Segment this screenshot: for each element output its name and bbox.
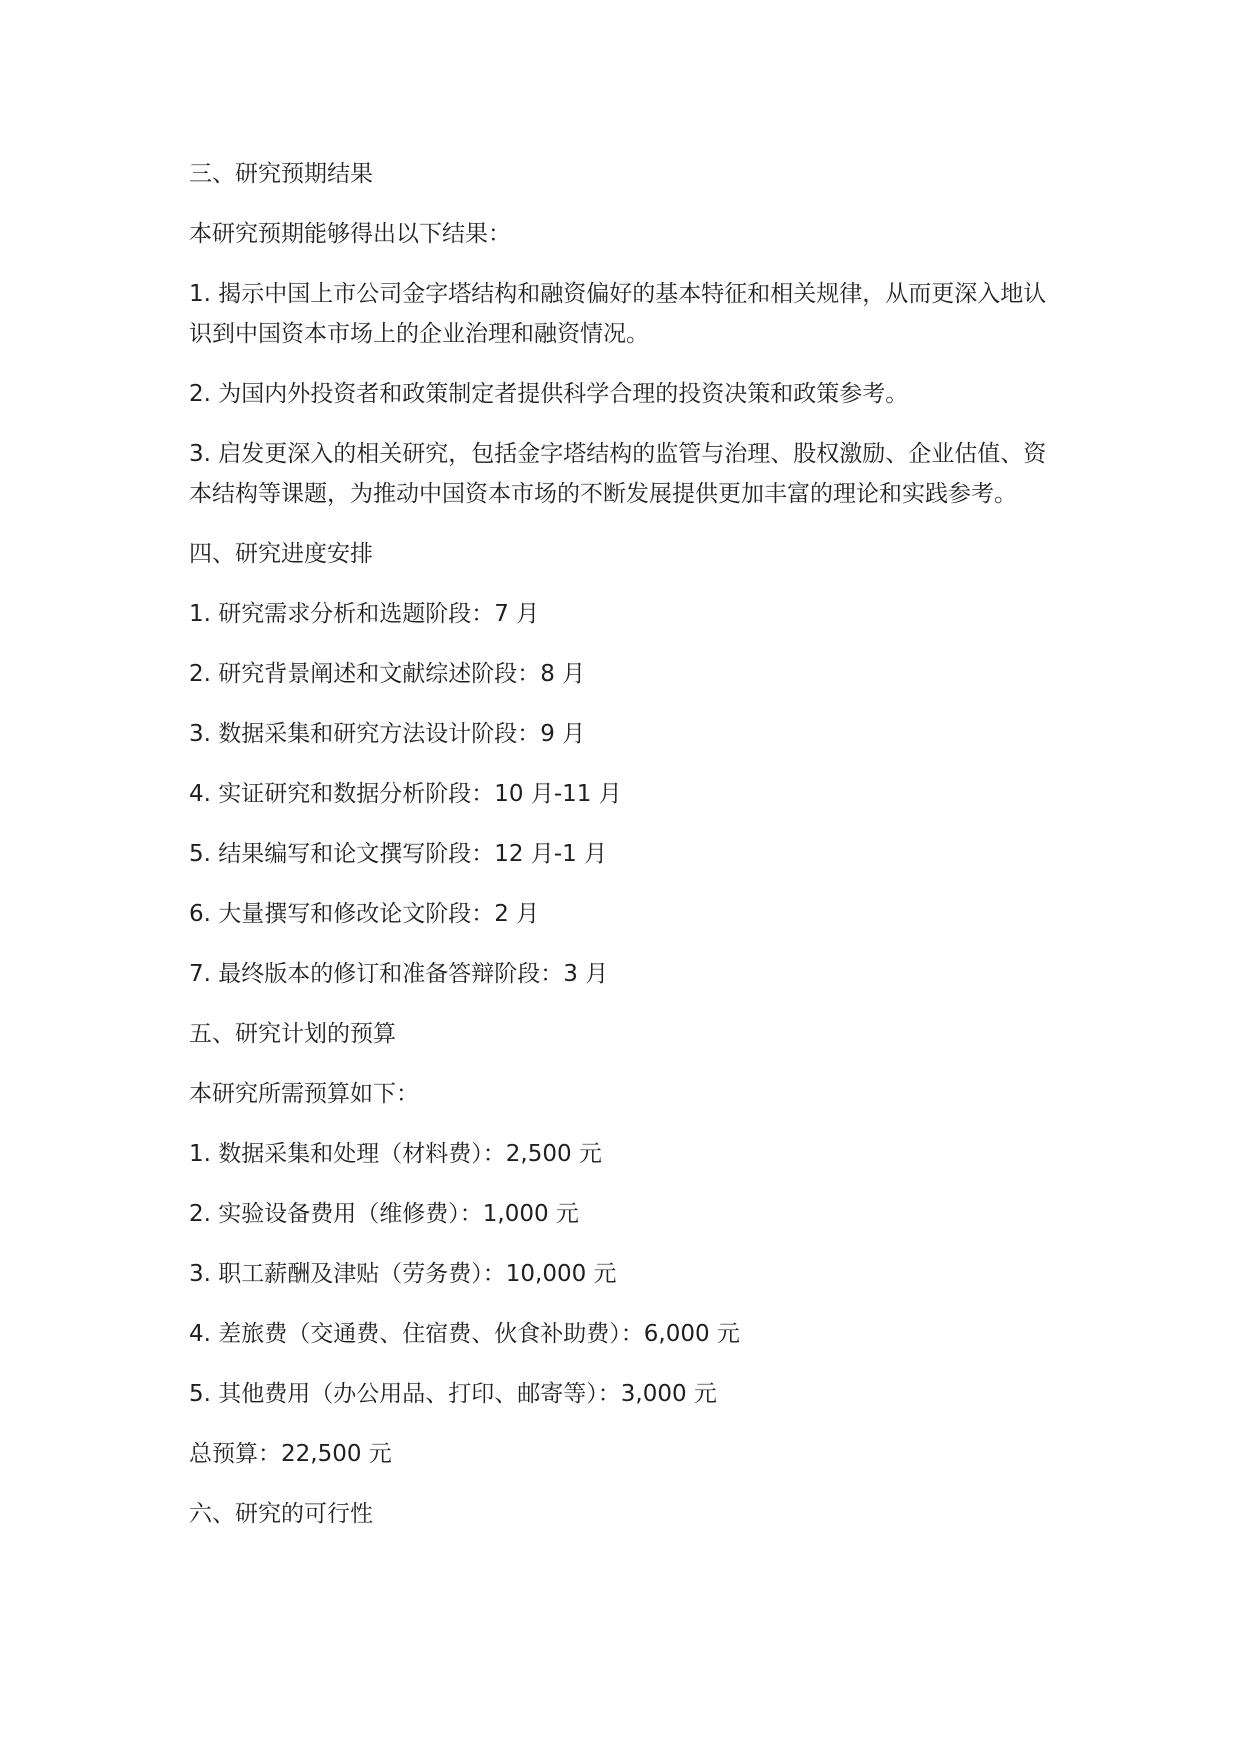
list-item: 1. 揭示中国上市公司金字塔结构和融资偏好的基本特征和相关规律，从而更深入地认识到中国资本市场上的企业治理和融资情况。: [189, 281, 1047, 347]
list-item: 2. 研究背景阐述和文献综述阶段：8 月: [189, 661, 586, 687]
section-heading-expected-results: 三、研究预期结果: [189, 161, 373, 187]
list-item: 1. 研究需求分析和选题阶段：7 月: [189, 601, 540, 627]
budget-total: 总预算：22,500 元: [189, 1441, 392, 1467]
list-item: 1. 数据采集和处理（材料费）：2,500 元: [189, 1141, 602, 1167]
list-item: 7. 最终版本的修订和准备答辩阶段：3 月: [189, 961, 609, 987]
paragraph: 本研究所需预算如下：: [189, 1081, 419, 1107]
list-item: 4. 实证研究和数据分析阶段：10 月-11 月: [189, 781, 622, 807]
list-item: 3. 数据采集和研究方法设计阶段：9 月: [189, 721, 586, 747]
list-item: 4. 差旅费（交通费、住宿费、伙食补助费）：6,000 元: [189, 1321, 740, 1347]
list-item: 6. 大量撰写和修改论文阶段：2 月: [189, 901, 540, 927]
section-heading-budget: 五、研究计划的预算: [189, 1021, 396, 1047]
list-item: 5. 结果编写和论文撰写阶段：12 月-1 月: [189, 841, 608, 867]
list-item: 2. 为国内外投资者和政策制定者提供科学合理的投资决策和政策参考。: [189, 381, 909, 407]
list-item: 3. 职工薪酬及津贴（劳务费）：10,000 元: [189, 1261, 617, 1287]
list-item: 5. 其他费用（办公用品、打印、邮寄等）：3,000 元: [189, 1381, 717, 1407]
paragraph: 本研究预期能够得出以下结果：: [189, 221, 511, 247]
section-heading-feasibility: 六、研究的可行性: [189, 1501, 373, 1527]
document-body: [189, 154, 1069, 1554]
section-heading-schedule: 四、研究进度安排: [189, 541, 373, 567]
list-item: 3. 启发更深入的相关研究，包括金字塔结构的监管与治理、股权激励、企业估值、资本结构等课题，为推动中国资本市场的不断发展提供更加丰富的理论和实践参考。: [189, 441, 1047, 507]
list-item: 2. 实验设备费用（维修费）：1,000 元: [189, 1201, 579, 1227]
